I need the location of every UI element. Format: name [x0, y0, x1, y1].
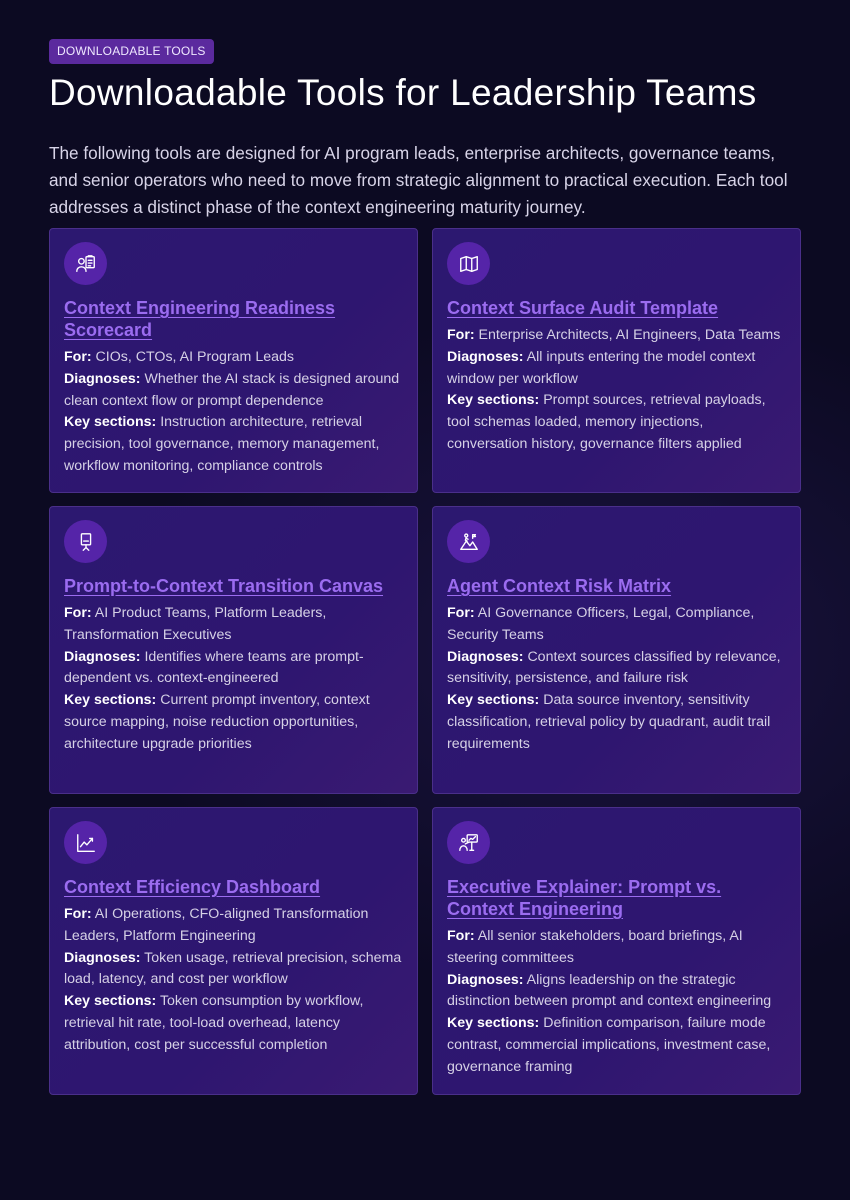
tool-key-sections: Key sections: Definition comparison, failure mode contrast, commercial implications, investment case, governance framing: [447, 1015, 771, 1075]
tool-title-link[interactable]: Prompt-to-Context Transition Canvas: [64, 576, 384, 596]
tool-key-sections: Key sections: Data source inventory, sensitivity classification, retrieval policy by quadrant, audit trail requirements: [447, 692, 771, 752]
section-tag: DOWNLOADABLE TOOLS: [49, 39, 214, 64]
tool-audience: For: CIOs, CTOs, AI Program Leads: [64, 349, 294, 365]
tool-card: [432, 506, 801, 794]
tool-diagnoses: Diagnoses: Aligns leadership on the strategic distinction between prompt and context engineering: [447, 971, 772, 1010]
tool-title-link[interactable]: Context Efficiency Dashboard: [64, 877, 321, 897]
tool-audience: For: AI Operations, CFO-aligned Transformation Leaders, Platform Engineering: [64, 906, 369, 944]
tool-card: [49, 228, 418, 493]
tool-title-link[interactable]: Agent Context Risk Matrix: [447, 576, 672, 596]
tool-diagnoses: Diagnoses: All inputs entering the model context window per workflow: [447, 348, 756, 387]
presentation-icon: [447, 821, 490, 864]
tool-audience: For: AI Governance Officers, Legal, Compliance, Security Teams: [447, 605, 755, 643]
tool-card: [432, 228, 801, 493]
tool-key-sections: Key sections: Current prompt inventory, context source mapping, noise reduction opportunities, architecture upgrade priorities: [64, 692, 370, 752]
tools-grid: [49, 228, 801, 1095]
tool-diagnoses: Diagnoses: Whether the AI stack is designed around clean context flow or prompt dependence: [64, 370, 400, 409]
tool-key-sections: Key sections: Instruction architecture, retrieval precision, tool governance, memory management, workflow monitoring, compliance controls: [64, 414, 380, 474]
tool-audience: For: Enterprise Architects, AI Engineers, Data Teams: [447, 327, 781, 343]
user-clipboard-icon: [64, 242, 107, 285]
page: [49, 39, 801, 1075]
mountain-climb-icon: [447, 520, 490, 563]
map-icon: [447, 242, 490, 285]
tool-audience: For: All senior stakeholders, board briefings, AI steering committees: [447, 928, 743, 966]
page-title: Downloadable Tools for Leadership Teams: [49, 72, 757, 113]
tool-audience: For: AI Product Teams, Platform Leaders, Transformation Executives: [64, 605, 327, 643]
line-chart-icon: [64, 821, 107, 864]
tool-key-sections: Key sections: Token consumption by workflow, retrieval hit rate, tool-load overhead, latency attribution, cost per successful completion: [64, 993, 364, 1053]
tool-card: [49, 506, 418, 794]
tool-diagnoses: Diagnoses: Identifies where teams are prompt-dependent vs. context-engineered: [64, 648, 364, 687]
tool-diagnoses: Diagnoses: Token usage, retrieval precision, schema load, latency, and cost per workflow: [64, 949, 402, 988]
tool-title-link[interactable]: Context Surface Audit Template: [447, 298, 719, 318]
tool-title-link[interactable]: Executive Explainer: Prompt vs. Context Engineering: [447, 877, 722, 919]
tool-diagnoses: Diagnoses: Context sources classified by relevance, sensitivity, persistence, and failure risk: [447, 648, 781, 687]
tool-card: [432, 807, 801, 1095]
tool-title-link[interactable]: Context Engineering Readiness Scorecard: [64, 298, 336, 340]
tool-card: [49, 807, 418, 1095]
tool-key-sections: Key sections: Prompt sources, retrieval payloads, tool schemas loaded, memory injections, conversation history, governance filters applied: [447, 392, 766, 452]
intro-paragraph: The following tools are designed for AI program leads, enterprise architects, governance teams, and senior operators who need to move from strategic alignment to practical execution. Each tool addresses a distinct phase of the context engineering maturity journey.: [49, 143, 788, 217]
easel-icon: [64, 520, 107, 563]
